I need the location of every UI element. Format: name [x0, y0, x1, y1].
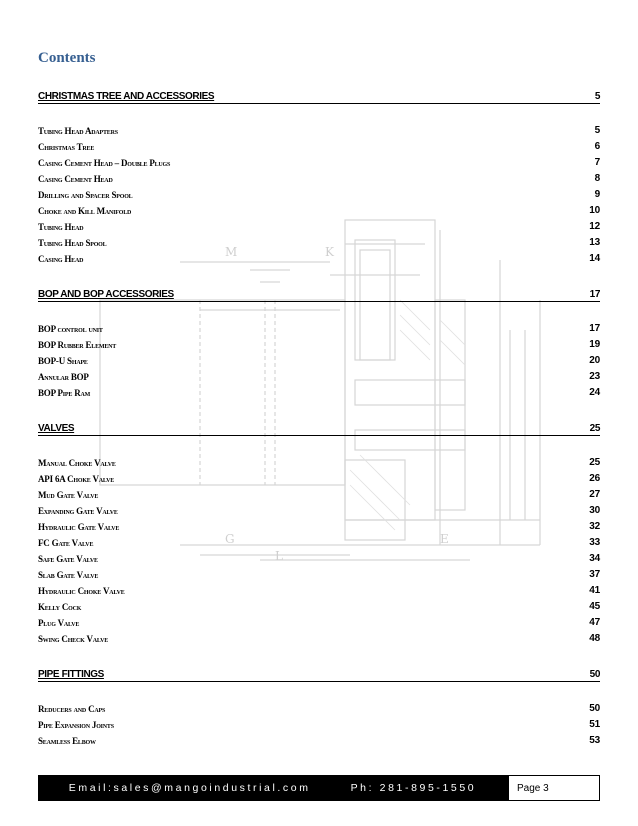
toc-entry[interactable] — [38, 702, 600, 715]
footer-phone: Ph: 281-895-1550 — [350, 782, 477, 794]
footer-contact-bar — [39, 776, 506, 800]
toc-entry-title: Pipe Expansion Joints — [38, 720, 114, 730]
toc-section-bop[interactable] — [38, 287, 600, 302]
toc-page-number: 8 — [594, 173, 600, 184]
toc-page-number: 19 — [589, 339, 600, 350]
toc-entry[interactable] — [38, 172, 600, 185]
toc-entry[interactable] — [38, 252, 600, 265]
toc-entry[interactable] — [38, 718, 600, 731]
toc-entry[interactable] — [38, 204, 600, 217]
toc-entry-title: Casing Cement Head – Double Plugs — [38, 158, 171, 168]
toc-entry[interactable] — [38, 600, 600, 613]
toc-section-title: BOP AND BOP ACCESSORIES — [38, 289, 174, 300]
watermark-label: G — [225, 532, 235, 546]
toc-page-number: 25 — [589, 457, 600, 468]
toc-entry[interactable] — [38, 456, 600, 469]
toc-entry-title: Swing Check Valve — [38, 634, 109, 644]
toc-entry[interactable] — [38, 472, 600, 485]
toc-entry-title: Plug Valve — [38, 618, 80, 628]
toc-section-title: VALVES — [38, 423, 75, 434]
toc-entry[interactable] — [38, 584, 600, 597]
toc-entry[interactable] — [38, 354, 600, 367]
toc-entry[interactable] — [38, 536, 600, 549]
toc-entry-title: Hydraulic Gate Valve — [38, 522, 120, 532]
toc-entry[interactable] — [38, 488, 600, 501]
toc-entry-title: Hydraulic Choke Valve — [38, 586, 125, 596]
toc-entry-title: Casing Cement Head — [38, 174, 113, 184]
toc-entry[interactable] — [38, 504, 600, 517]
toc-entry[interactable] — [38, 188, 600, 201]
toc-section-christmas-tree[interactable] — [38, 89, 600, 104]
toc-entry[interactable] — [38, 568, 600, 581]
watermark-label: K — [325, 245, 334, 259]
toc-page-number: 20 — [589, 355, 600, 366]
toc-entry[interactable] — [38, 632, 600, 645]
toc-entry-title: BOP control unit — [38, 324, 103, 334]
toc-page-number: 6 — [594, 141, 600, 152]
toc-entry[interactable] — [38, 236, 600, 249]
toc-entry-title: Tubing Head Adapters — [38, 126, 118, 136]
page-title: Contents — [38, 50, 96, 66]
toc-entry-title: Annular BOP — [38, 372, 89, 382]
toc-entry[interactable] — [38, 370, 600, 383]
toc-page-number: 33 — [589, 537, 600, 548]
toc-entry-title: Mud Gate Valve — [38, 490, 99, 500]
toc-entry-title: Manual Choke Valve — [38, 458, 116, 468]
toc-page-number: 26 — [589, 473, 600, 484]
toc-entry[interactable] — [38, 140, 600, 153]
page-footer — [38, 775, 600, 801]
toc-entry-title: Christmas Tree — [38, 142, 95, 152]
toc-section-title: PIPE FITTINGS — [38, 669, 104, 680]
toc-page-number: 17 — [589, 323, 600, 334]
toc-page-number: 25 — [589, 423, 600, 434]
toc-entry[interactable] — [38, 156, 600, 169]
toc-page-number: 17 — [589, 289, 600, 300]
toc-page-number: 24 — [589, 387, 600, 398]
toc-entry-title: Reducers and Caps — [38, 704, 106, 714]
toc-entry-title: BOP Pipe Ram — [38, 388, 91, 398]
toc-page-number: 48 — [589, 633, 600, 644]
toc-entry[interactable] — [38, 520, 600, 533]
toc-entry-title: Safe Gate Valve — [38, 554, 98, 564]
toc-page-number: 23 — [589, 371, 600, 382]
toc-entry-title: API 6A Choke Valve — [38, 474, 115, 484]
toc-entry[interactable] — [38, 124, 600, 137]
toc-entry-title: Kelly Cock — [38, 602, 82, 612]
toc-page-number: 5 — [594, 125, 600, 136]
toc-page-number: 5 — [594, 91, 600, 102]
toc-page-number: 12 — [589, 221, 600, 232]
toc-entry[interactable] — [38, 616, 600, 629]
toc-page-number: 53 — [589, 735, 600, 746]
footer-page-number: Page 3 — [506, 776, 599, 800]
toc-page-number: 30 — [589, 505, 600, 516]
toc-entry[interactable] — [38, 220, 600, 233]
toc-page-number: 50 — [589, 703, 600, 714]
toc-entry[interactable] — [38, 338, 600, 351]
toc-entry-title: Drilling and Spacer Spool — [38, 190, 133, 200]
toc-entry-title: Casing Head — [38, 254, 84, 264]
watermark-label: L — [275, 549, 283, 563]
toc-section-pipe-fittings[interactable] — [38, 667, 600, 682]
toc-page-number: 13 — [589, 237, 600, 248]
toc-page-number: 51 — [589, 719, 600, 730]
toc-entry-title: Slab Gate Valve — [38, 570, 99, 580]
toc-entry-title: Tubing Head — [38, 222, 84, 232]
toc-entry[interactable] — [38, 734, 600, 747]
toc-page-number: 32 — [589, 521, 600, 532]
toc-entry-title: FC Gate Valve — [38, 538, 94, 548]
toc-page-number: 50 — [589, 669, 600, 680]
toc-entry-title: Expanding Gate Valve — [38, 506, 118, 516]
toc-entry-title: Choke and Kill Manifold — [38, 206, 132, 216]
toc-section-valves[interactable] — [38, 421, 600, 436]
toc-page-number: 41 — [589, 585, 600, 596]
toc-page-number: 14 — [589, 253, 600, 264]
toc-page-number: 37 — [589, 569, 600, 580]
toc-page-number: 9 — [594, 189, 600, 200]
watermark-label: E — [440, 532, 449, 546]
toc-section-title: CHRISTMAS TREE AND ACCESSORIES — [38, 91, 215, 102]
toc-entry-title: BOP-U Shape — [38, 356, 88, 366]
toc-entry-title: Tubing Head Spool — [38, 238, 107, 248]
toc-page-number: 7 — [594, 157, 600, 168]
toc-page-number: 27 — [589, 489, 600, 500]
toc-entry-title: Seamless Elbow — [38, 736, 96, 746]
toc-page-number: 47 — [589, 617, 600, 628]
toc-page-number: 10 — [589, 205, 600, 216]
footer-email[interactable]: Email:sales@mangoindustrial.com — [68, 782, 311, 794]
watermark-label: M — [225, 245, 238, 259]
toc-entry[interactable] — [38, 552, 600, 565]
toc-page-number: 34 — [589, 553, 600, 564]
toc-entry[interactable] — [38, 386, 600, 399]
toc-page-number: 45 — [589, 601, 600, 612]
toc-entry[interactable] — [38, 322, 600, 335]
toc-entry-title: BOP Rubber Element — [38, 340, 117, 350]
